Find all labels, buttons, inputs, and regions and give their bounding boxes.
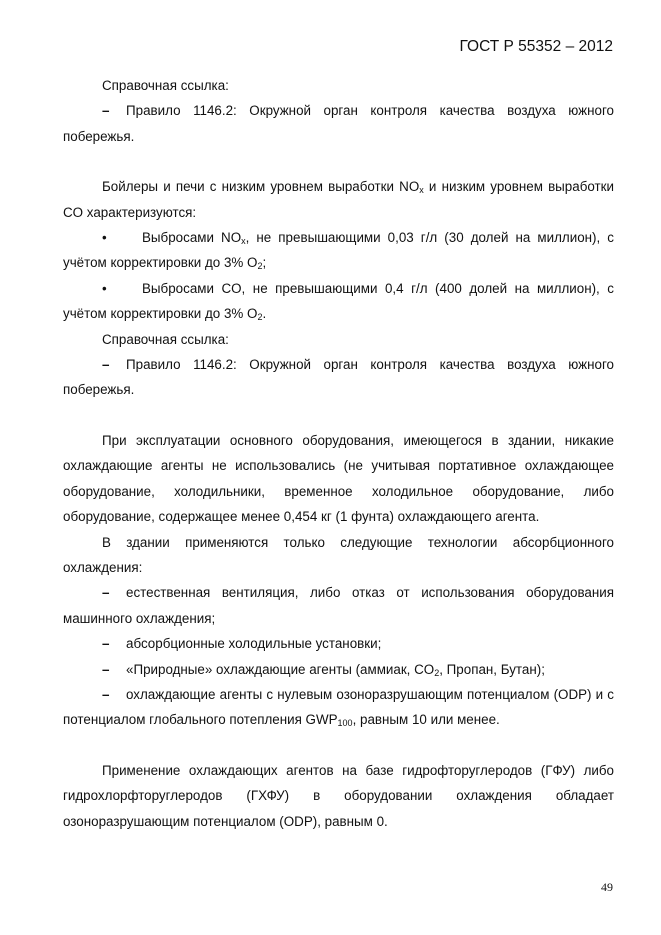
subscript: 100	[337, 718, 353, 729]
text-run: Выбросами NO	[142, 230, 242, 246]
subscript: x	[241, 236, 246, 247]
page-body	[63, 73, 614, 834]
reference-item	[63, 352, 614, 403]
list-item	[63, 657, 614, 682]
text-run: .	[262, 306, 267, 322]
bullet-item-nox	[63, 225, 614, 276]
dash-marker: –	[102, 585, 110, 601]
operation-paragraph: При эксплуатации основного оборудования, имеющегося в здании, никакие охлаждающие агенты не использовались (не учитывая портативное охлаждающее оборудование, холодильники, временное холодильное оборудование, либо оборудование, содержащее менее 0,454 кг (1 фунта) охлаждающего агента.	[63, 432, 614, 525]
list-item	[63, 682, 614, 733]
bullet-marker: •	[102, 280, 107, 296]
dash-marker: –	[102, 661, 110, 677]
text-run: , Пропан, Бутан);	[439, 661, 545, 677]
bullet-marker: •	[102, 230, 107, 246]
text-run: ;	[262, 255, 267, 271]
list-item-text: абсорбционные холодильные установки;	[126, 636, 382, 652]
document-header: ГОСТ Р 55352 – 2012	[459, 38, 613, 55]
reference-item	[63, 98, 614, 149]
bullet-item-co	[63, 276, 614, 327]
page-number: 49	[601, 880, 613, 894]
subscript: 2	[257, 261, 263, 272]
reference-label: Справочная ссылка:	[102, 331, 229, 347]
text-run: охлаждающие агенты с нулевым озоноразрушающим потенциалом (ODP) и с потенциалом глобального потепления GWP	[63, 686, 614, 728]
list-item	[63, 631, 614, 656]
dash-marker: –	[102, 357, 110, 373]
hfc-paragraph: Применение охлаждающих агентов на базе гидрофторуглеродов (ГФУ) либо гидрохлорфторуглеродов (ГХФУ) в оборудовании охлаждения обладает озоноразрушающим потенциалом (ODP), равным 0.	[63, 762, 614, 829]
reference-text: Правило 1146.2: Окружной орган контроля качества воздуха южного побережья.	[63, 103, 614, 144]
text-run: Бойлеры и печи с низким уровнем выработки NO	[102, 179, 420, 195]
dash-marker: –	[102, 103, 110, 119]
dash-marker: –	[102, 686, 110, 702]
dash-marker: –	[102, 636, 110, 652]
text-run: Выбросами CO, не превышающими 0,4 г/л (400 долей на миллион), с учётом корректировки до 3% O	[63, 280, 614, 322]
list-item-text: естественная вентиляция, либо отказ от использования оборудования машинного охлаждения;	[63, 585, 614, 626]
subscript: 2	[434, 667, 440, 678]
subscript: 2	[257, 312, 263, 323]
text-run: , не превышающими 0,03 г/л (30 долей на миллион), с учётом корректировки до 3% O	[63, 230, 614, 271]
text-run: «Природные» охлаждающие агенты (аммиак, CO	[126, 661, 435, 677]
boilers-intro	[63, 174, 614, 225]
text-run: , равным 10 или менее.	[352, 712, 500, 728]
subscript: x	[419, 185, 424, 196]
reference-text: Правило 1146.2: Окружной орган контроля качества воздуха южного побережья.	[63, 357, 614, 398]
text-run: и низким уровнем выработки CO характеризуются:	[63, 179, 614, 220]
reference-label: Справочная ссылка:	[102, 78, 229, 93]
cooling-intro: В здании применяются только следующие технологии абсорбционного охлаждения:	[63, 534, 614, 575]
list-item	[63, 580, 614, 631]
